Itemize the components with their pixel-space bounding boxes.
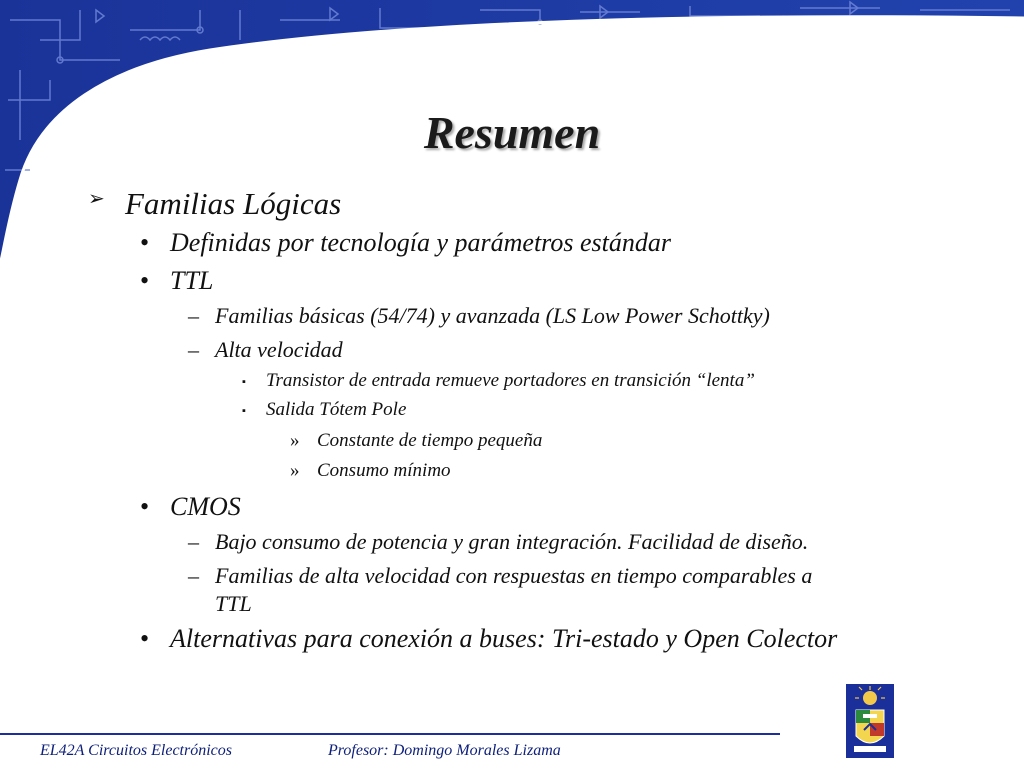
list-item-level-3: Alta velocidad <box>215 337 343 362</box>
list-item-level-2: Definidas por tecnología y parámetros estándar <box>170 228 671 257</box>
bullet-marker: – <box>188 337 199 362</box>
list-item-level-2: CMOS <box>170 492 241 521</box>
footer-divider <box>0 733 780 735</box>
list-item-level-3: Bajo consumo de potencia y gran integración. Facilidad de diseño. <box>215 529 809 554</box>
bullet-marker: » <box>290 460 300 481</box>
list-item-level-1: Familias Lógicas <box>125 186 342 221</box>
list-item-level-5: Constante de tiempo pequeña <box>317 430 543 451</box>
footer-course: EL42A Circuitos Electrónicos <box>40 742 232 759</box>
list-item-level-5: Consumo mínimo <box>317 460 451 481</box>
list-item-level-2: TTL <box>170 266 214 295</box>
bullet-marker: – <box>188 303 199 328</box>
list-item-level-3: TTL <box>215 591 252 616</box>
bullet-marker: ▪ <box>242 405 246 417</box>
footer-professor: Profesor: Domingo Morales Lizama <box>328 742 561 759</box>
list-item-level-4: Salida Tótem Pole <box>266 399 407 420</box>
university-crest-logo <box>846 684 894 758</box>
list-item-level-4: Transistor de entrada remueve portadores en transición “lenta” <box>266 370 755 391</box>
bullet-marker: • <box>140 492 150 521</box>
list-item-level-2: Alternativas para conexión a buses: Tri-estado y Open Colector <box>170 624 838 653</box>
bullet-marker: ➢ <box>88 188 105 210</box>
list-item-level-3: Familias básicas (54/74) y avanzada (LS Low Power Schottky) <box>215 303 770 328</box>
slide-title: Resumen <box>423 107 601 158</box>
bullet-marker: » <box>290 430 300 451</box>
bullet-marker: • <box>140 266 150 295</box>
bullet-marker: • <box>140 624 150 653</box>
bullet-marker: – <box>188 563 199 588</box>
bullet-marker: ▪ <box>242 376 246 388</box>
list-item-level-3: Familias de alta velocidad con respuestas en tiempo comparables a <box>215 563 813 588</box>
bullet-marker: – <box>188 529 199 554</box>
bullet-marker: • <box>140 228 150 257</box>
